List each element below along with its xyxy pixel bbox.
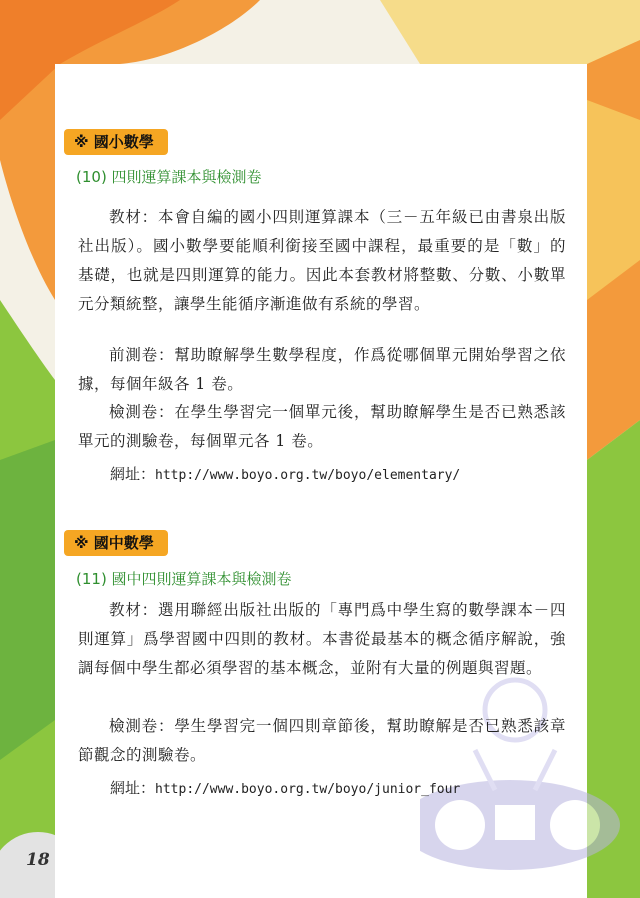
paragraph-junior-test: 檢測卷：學生學習完一個四則章節後，幫助瞭解是否已熟悉該章節觀念的測驗卷。 — [78, 717, 566, 764]
url-link-junior[interactable]: http://www.boyo.org.tw/boyo/junior_four — [155, 782, 461, 797]
url-line-junior — [110, 777, 460, 798]
url-link-elementary[interactable]: http://www.boyo.org.tw/boyo/elementary/ — [155, 468, 461, 483]
url-label: 網址： — [110, 779, 156, 797]
paragraph-pretest: 前測卷：幫助瞭解學生數學程度，作爲從哪個單元開始學習之依據，每個年級各 1 卷。 — [78, 346, 566, 393]
url-label: 網址： — [110, 465, 156, 483]
paragraph-junior-textbook: 教材：選用聯經出版社出版的「專門爲中學生寫的數學課本－四則運算」爲學習國中四則的教材。本書從最基本的概念循序解說，強調每個中學生都必須學習的基本概念，並附有大量的例題與習題。 — [78, 601, 566, 677]
paragraph-textbook: 教材：本會自編的國小四則運算課本（三－五年級已由書泉出版社出版）。國小數學要能順利銜接至國中課程，最重要的是「數」的基礎，也就是四則運算的能力。因此本套教材將整數、分數、小數單元分類統整，讓學生能循序漸進做有系統的學習。 — [78, 208, 566, 313]
paragraph-test: 檢測卷：在學生學習完一個單元後，幫助瞭解學生是否已熟悉該單元的測驗卷，每個單元各 1 卷。 — [78, 403, 566, 450]
page-number: 18 — [26, 850, 50, 870]
section-badge-junior: ※ 國中數學 — [64, 530, 168, 556]
section-subtitle-junior: (11) 國中四則運算課本與檢測卷 — [76, 570, 292, 588]
url-line-elementary — [110, 463, 460, 484]
section-subtitle-elementary: (10) 四則運算課本與檢測卷 — [76, 168, 262, 186]
section-badge-elementary: ※ 國小數學 — [64, 129, 168, 155]
